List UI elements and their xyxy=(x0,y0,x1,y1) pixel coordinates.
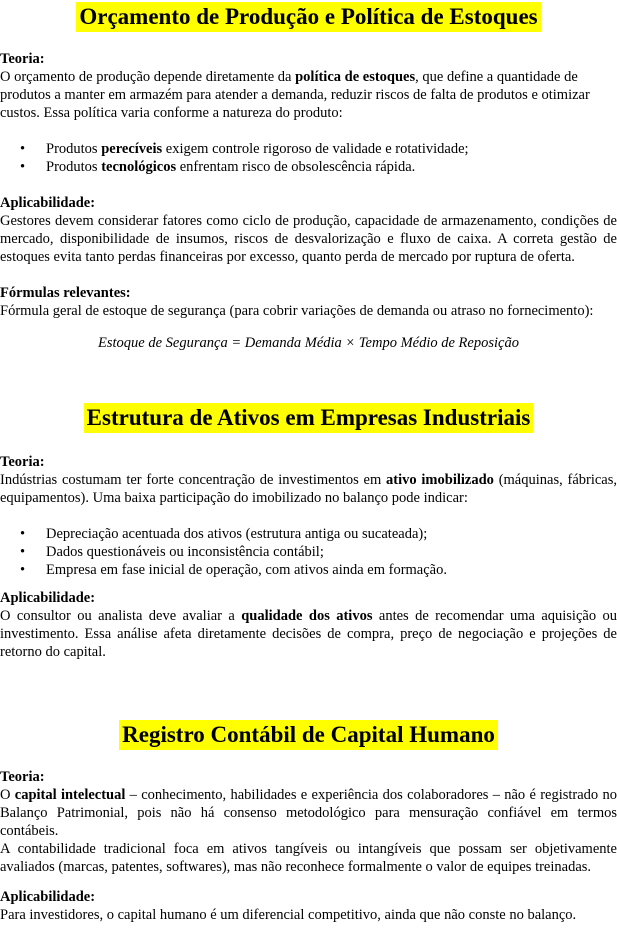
list-item: • Produtos perecíveis exigem controle rigoroso de validade e rotatividade; xyxy=(0,140,617,158)
theory-heading: Teoria: xyxy=(0,51,45,67)
section-title: Estrutura de Ativos em Empresas Industriais xyxy=(84,403,534,433)
list-item: • Produtos tecnológicos enfrentam risco de obsolescência rápida. xyxy=(0,158,617,176)
list-item: • Depreciação acentuada dos ativos (estrutura antiga ou sucateada); xyxy=(0,525,617,543)
section-industrial-assets xyxy=(0,403,617,661)
bold-term: política de estoques xyxy=(295,69,416,85)
section-title: Registro Contábil de Capital Humano xyxy=(119,720,498,750)
safety-stock-formula: Estoque de Segurança = Demanda Média × Tempo Médio de Reposição xyxy=(98,335,519,351)
product-type-list xyxy=(0,140,617,176)
theory-paragraph: O capital intelectual – conhecimento, habilidades e experiência dos colaboradores – não é registrado no Balanço Patrimonial, pois não há consenso metodológico para mensuração confiável em termos contábeis. xyxy=(0,787,617,839)
list-item: • Empresa em fase inicial de operação, com ativos ainda em formação. xyxy=(0,561,617,579)
list-item: • Dados questionáveis ou inconsistência contábil; xyxy=(0,543,617,561)
applicability-heading: Aplicabilidade: xyxy=(0,195,96,211)
applicability-paragraph: Gestores devem considerar fatores como ciclo de produção, capacidade de armazenamento, condições de mercado, disponibilidade de insumos, riscos de desvalorização e fluxo de caixa. A correta gestão de estoques evita tanto perdas financeiras por excesso, quanto perda de mercado por ruptura de oferta. xyxy=(0,213,617,265)
theory-heading: Teoria: xyxy=(0,454,45,470)
formulas-paragraph: Fórmula geral de estoque de segurança (para cobrir variações de demanda ou atraso no fornecimento): xyxy=(0,303,594,319)
theory-paragraph: O orçamento de produção depende diretamente da política de estoques, que define a quantidade de produtos a manter em armazém para atender a demanda, reduzir riscos de falta de produtos e otimizar custos. Essa política varia conforme a natureza do produto: xyxy=(0,69,590,121)
bold-term: ativo imobilizado xyxy=(386,472,494,488)
theory-paragraph: Indústrias costumam ter forte concentração de investimentos em ativo imobilizado (máquinas, fábricas, equipamentos). Uma baixa participação do imobilizado no balanço pode indicar: xyxy=(0,472,617,506)
section-human-capital xyxy=(0,720,617,924)
section-title: Orçamento de Produção e Política de Estoques xyxy=(76,2,540,32)
applicability-paragraph: Para investidores, o capital humano é um diferencial competitivo, ainda que não conste no balanço. xyxy=(0,907,577,923)
indicator-list xyxy=(0,525,617,579)
formulas-heading: Fórmulas relevantes: xyxy=(0,285,131,301)
applicability-paragraph: O consultor ou analista deve avaliar a qualidade dos ativos antes de recomendar uma aquisição ou investimento. Essa análise afeta diretamente decisões de compra, preço de negociação e projeções de retorno do capital. xyxy=(0,608,617,660)
theory-heading: Teoria: xyxy=(0,769,45,785)
section-production-budget xyxy=(0,2,617,352)
bold-term: capital intelectual xyxy=(14,787,126,803)
applicability-heading: Aplicabilidade: xyxy=(0,889,96,905)
theory-paragraph-2: A contabilidade tradicional foca em ativos tangíveis ou intangíveis que possam ser objetivamente avaliados (marcas, patentes, softwares), mas não reconhece formalmente o valor de equipes treinadas. xyxy=(0,841,617,875)
applicability-heading: Aplicabilidade: xyxy=(0,590,96,606)
bold-term: qualidade dos ativos xyxy=(241,608,373,624)
